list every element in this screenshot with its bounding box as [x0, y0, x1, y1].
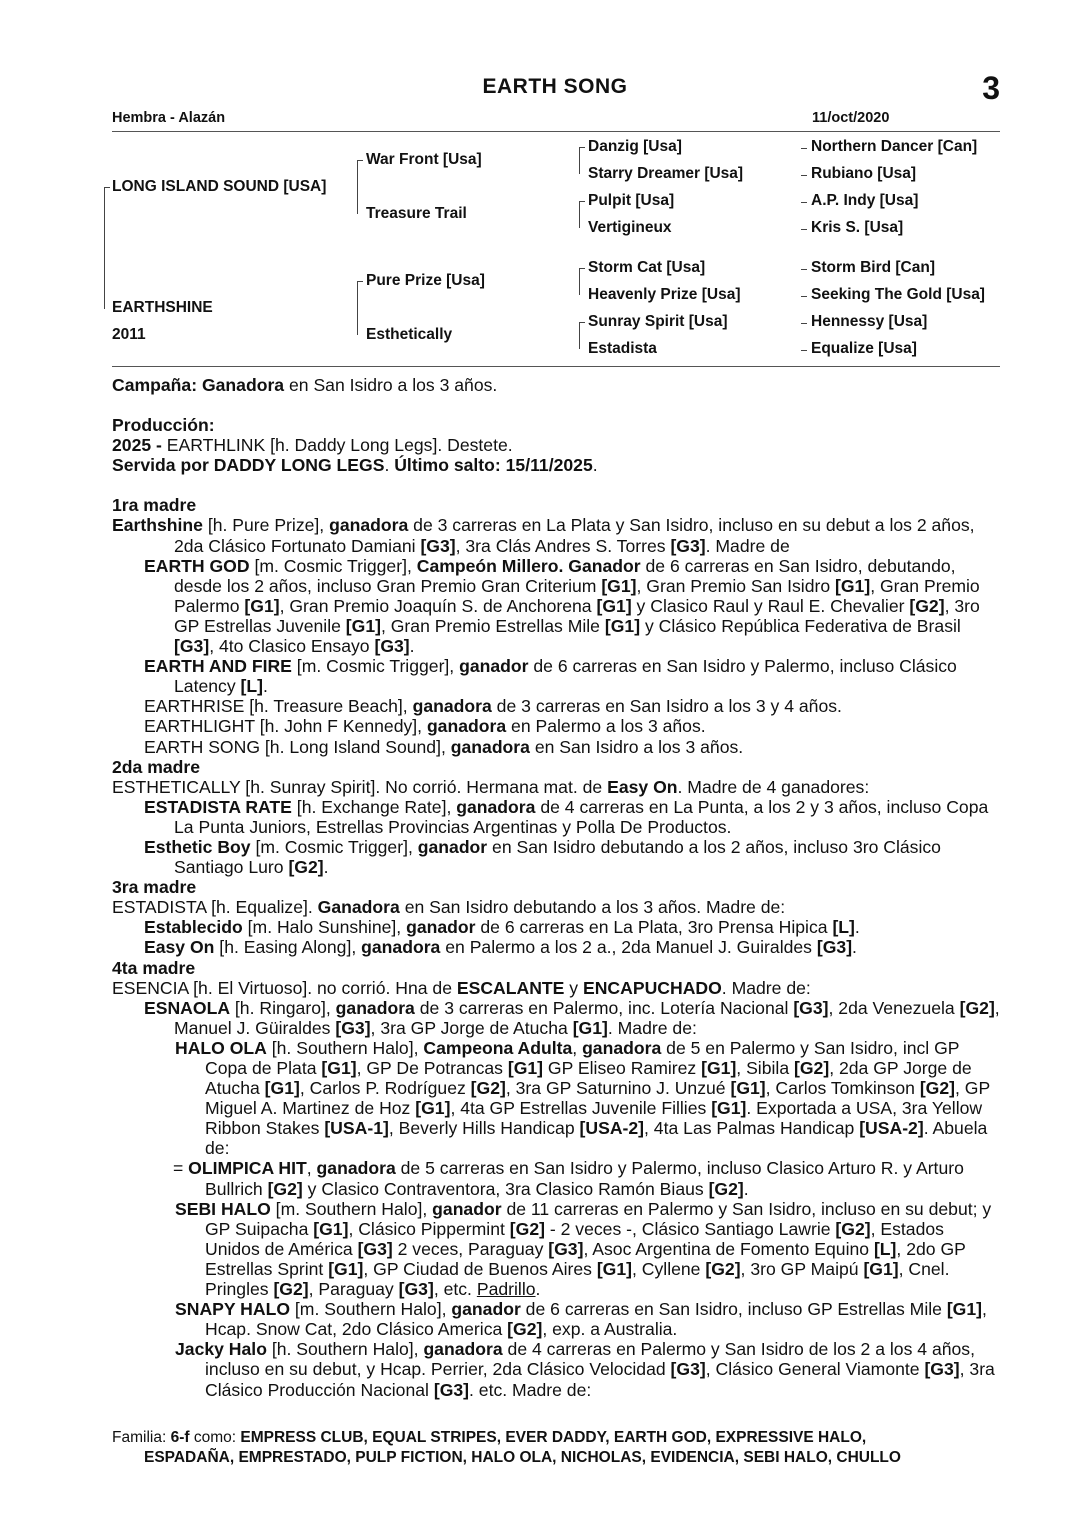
text-run: [G1] [572, 1017, 608, 1038]
pedigree-gen4-4: Kris S. [Usa] [811, 219, 904, 236]
text-run: EARTH SONG [h. Long Island Sound], [144, 736, 451, 757]
text-run: [G2] [705, 1258, 741, 1279]
first-dam-entry [112, 515, 1002, 555]
pedigree-gen2-4: Esthetically [366, 326, 453, 343]
text-run: [G3] [433, 1379, 470, 1400]
text-run: [G2] [909, 595, 945, 616]
text-run: [G3] [335, 1017, 371, 1038]
text-run: SEBI HALO [175, 1198, 271, 1219]
text-run: [m. Southern Halo], [290, 1299, 452, 1320]
text-run: [G2] [509, 1218, 545, 1239]
bracket-tick [579, 268, 585, 269]
text-run: , Carlos Tomkinson [765, 1078, 920, 1099]
text-run: ganadora [412, 696, 492, 717]
text-run: [G1] [328, 1258, 364, 1279]
grand-offspring-entry [112, 1038, 1002, 1159]
text-run: GP Eliseo Ramirez [543, 1058, 702, 1078]
text-run: [G1] [604, 615, 641, 636]
text-run: [m. Cosmic Trigger], [291, 656, 460, 677]
text-run: [G1] [264, 1078, 300, 1099]
text-run: ESCALANTE [456, 977, 565, 998]
spacer [112, 475, 1002, 495]
text-run: de 3 carreras en Palermo, inc. Lotería Nacional [414, 997, 794, 1018]
served-sep: . [384, 455, 395, 476]
text-run: [G2] [273, 1279, 309, 1300]
pedigree-gen4-2: Rubiano [Usa] [811, 165, 917, 182]
text-run: [G2] [708, 1178, 744, 1199]
text-run: . Exportada a USA, 3ra Yellow Ribbon Stakes [205, 1098, 983, 1139]
family-names-2: ESPADAÑA, EMPRESTADO, PULP FICTION, HALO OLA, NICHOLAS, EVIDENCIA, SEBI HALO, CHULLO [144, 1449, 901, 1466]
text-run: . etc. Madre de: [469, 1379, 592, 1400]
text-run: . Madre de 4 ganadores: [677, 776, 870, 797]
text-run: [G1] [730, 1078, 766, 1099]
text-run: [G2] [959, 997, 995, 1018]
text-run: , Beverly Hills Handicap [388, 1118, 580, 1139]
text-run: de 4 carreras en La Punta, a los 2 y 3 años, incluso Copa La Punta Juniors, Estrellas Provincias Argentinas y Polla De Productos. [174, 796, 989, 837]
text-run: [G1] [596, 595, 632, 616]
served-end: . [592, 455, 598, 476]
text-run: , Paraguay [308, 1279, 399, 1300]
text-run: ganador [406, 917, 476, 938]
text-run: [G1] [415, 1098, 451, 1119]
offspring-entry [112, 917, 1002, 937]
text-run: [G3] [548, 1238, 584, 1259]
production-year: 2025 - [112, 435, 162, 456]
text-run: ganadora [361, 937, 441, 958]
text-run: , 3ra Clásico Producción Nacional [205, 1359, 995, 1400]
text-run: [G1] [321, 1058, 357, 1078]
bracket-gen2-bottom [357, 281, 358, 335]
pedigree-gen4-7: Hennessy [Usa] [811, 313, 928, 330]
text-run: , exp. a Australia. [542, 1319, 678, 1340]
text-run: Earthshine [112, 515, 203, 536]
text-run: Padrillo [476, 1279, 536, 1300]
served-line [112, 455, 1002, 475]
text-run: ESTHETICALLY [h. Sunray Spirit]. No corrió. Hermana mat. de [112, 776, 608, 797]
text-run: , 3ra GP Saturnino J. Unzué [505, 1078, 731, 1099]
text-run: y Clasico Contraventora, 3ra Clasico Ramón Biaus [302, 1178, 709, 1199]
text-run: en San Isidro debutando a los 2 años, incluso 3ro Clásico Santiago Luro [174, 836, 941, 878]
text-run: de 5 en Palermo y San Isidro, incl GP Copa de Plata [205, 1037, 960, 1078]
text-run: . Abuela de: [205, 1118, 988, 1159]
text-run: , Carlos P. Rodríguez [299, 1078, 471, 1099]
text-run: , 3ro GP Estrellas Juvenile [174, 595, 980, 636]
text-run: Esthetic Boy [144, 836, 251, 857]
text-run: EARTHLIGHT [h. John F Kennedy], [144, 716, 427, 737]
text-run: [L] [873, 1238, 897, 1259]
pedigree-gen3-5: Storm Cat [Usa] [588, 259, 706, 276]
text-run: [h. Exchange Rate], [291, 796, 457, 817]
dash [801, 175, 807, 176]
text-run: , 3ro GP Maipú [740, 1258, 864, 1279]
offspring-entry [112, 937, 1002, 957]
text-run: , Sibila [736, 1058, 794, 1078]
text-run: de 5 carreras en San Isidro y Palermo, incluso Clasico Arturo R. y Arturo Bullrich [205, 1158, 964, 1199]
text-run: EARTH AND FIRE [144, 656, 292, 677]
text-run: [m. Cosmic Trigger], [250, 836, 418, 857]
text-run: ganadora [450, 736, 530, 757]
text-run: EARTH GOD [144, 555, 250, 576]
text-run: [G3] [420, 535, 456, 556]
text-run: , GP Miguel A. Martinez de Hoz [205, 1078, 990, 1119]
text-run: . Madre de: [721, 977, 811, 998]
text-run: [USA-1] [324, 1118, 389, 1139]
text-run: . [323, 857, 329, 878]
campaign-result: Ganadora [201, 375, 285, 395]
text-run: [G1] [946, 1299, 983, 1320]
pedigree-gen3-8: Estadista [588, 340, 657, 357]
pedigree-gen3-2: Starry Dreamer [Usa] [588, 165, 744, 182]
text-run: [m. Halo Sunshine], [242, 917, 407, 938]
text-run: , GP Ciudad de Buenos Aires [363, 1258, 597, 1279]
text-run: , Gran Premio Joaquín S. de Anchorena [279, 595, 597, 616]
text-run: [G3] [793, 997, 829, 1018]
pedigree-gen3-1: Danzig [Usa] [588, 138, 682, 155]
text-run: [G2] [794, 1058, 830, 1078]
text-run: , 2do GP Estrellas Sprint [205, 1238, 966, 1279]
text-run: Easy On [144, 937, 215, 958]
bracket-tick [579, 201, 585, 202]
text-run: , GP De Potrancas [356, 1058, 508, 1078]
text-run: ganador [459, 656, 529, 677]
text-run: [G1] [345, 615, 381, 636]
pedigree-gen3-7: Sunray Spirit [Usa] [588, 313, 728, 330]
spacer [112, 395, 1002, 415]
text-run: , Asoc Argentina de Fomento Equino [583, 1238, 874, 1259]
pedigree-gen4-8: Equalize [Usa] [811, 340, 917, 357]
text-run: ganador [432, 1198, 502, 1219]
fourth-dam-entry [112, 978, 1002, 998]
text-run: [m. Southern Halo], [270, 1198, 433, 1219]
dash [801, 323, 807, 324]
text-run: ganadora [582, 1037, 662, 1058]
dash [801, 148, 807, 149]
text-run: [G2] [470, 1078, 506, 1099]
text-run: , Gran Premio San Isidro [636, 575, 836, 596]
text-run: [G1] [835, 575, 871, 596]
bracket-tick [357, 281, 363, 282]
text-run: [G3] [670, 1359, 706, 1380]
text-run: . [535, 1279, 541, 1300]
text-run: , Hcap. Snow Cat, 2do Clásico America [205, 1299, 987, 1340]
bracket-tick [104, 187, 110, 188]
text-run: [L] [240, 676, 263, 697]
text-run: , [306, 1158, 317, 1179]
family-label: Familia: [112, 1429, 171, 1446]
text-run: . [262, 676, 268, 697]
text-run: ganadora [423, 1339, 503, 1360]
family-como: como: [189, 1429, 241, 1446]
text-run: en Palermo a los 2 a., 2da Manuel J. Guiraldes [440, 937, 817, 958]
text-run: [USA-2] [579, 1118, 645, 1139]
pedigree-gen2-2: Treasure Trail [366, 205, 467, 222]
text-run: , Manuel J. Güiraldes [174, 997, 1000, 1038]
text-run: [m. Cosmic Trigger], [249, 555, 417, 576]
text-run: ESENCIA [h. El Virtuoso]. no corrió. Hna de [112, 977, 457, 998]
text-run: ganadora [316, 1158, 396, 1179]
offspring-entry [112, 837, 1002, 877]
text-run: ganadora [426, 716, 507, 737]
text-run: [G1] [701, 1058, 737, 1078]
text-run: [G1] [601, 575, 637, 596]
family-code: 6-f [170, 1429, 190, 1446]
text-run: [G1] [596, 1258, 633, 1279]
text-run: [G3] [174, 636, 210, 657]
text-run: , Estados Unidos de América [205, 1218, 944, 1259]
grand-offspring-entry [112, 1299, 1002, 1339]
pedigree-gen4-3: A.P. Indy [Usa] [811, 192, 919, 209]
text-run: . [409, 636, 415, 657]
birth-date: 11/oct/2020 [812, 110, 890, 126]
pedigree-sire: LONG ISLAND SOUND [USA] [112, 178, 327, 195]
text-run: OLIMPICA HIT [188, 1158, 307, 1179]
text-run: Easy On [607, 776, 678, 797]
header-rule [112, 131, 1000, 132]
text-run: , Cyllene [632, 1258, 706, 1279]
text-run: en San Isidro a los 3 años. [529, 736, 744, 757]
offspring-entry [112, 716, 1002, 736]
fourth-dam-heading: 4ta madre [112, 957, 196, 978]
text-run: , Clásico Pippermint [348, 1218, 510, 1239]
text-run: , 4ta GP Estrellas Juvenile Fillies [450, 1098, 712, 1119]
text-run: SNAPY HALO [175, 1299, 291, 1320]
text-run: y Clásico República Federativa de Brasil [640, 615, 961, 636]
text-run: [G1] [313, 1218, 349, 1239]
text-run: [G2] [288, 857, 324, 878]
family-line-2 [112, 1448, 1002, 1468]
production-line [112, 435, 1002, 455]
third-dam-entry [112, 897, 1002, 917]
text-run: , Gran Premio Estrellas Mile [380, 615, 605, 636]
text-run: de 6 carreras en San Isidro y Palermo, incluso Clásico Latency [174, 656, 957, 697]
pedigree-gen2-1: War Front [Usa] [366, 151, 482, 168]
text-run: [G3] [816, 937, 853, 958]
text-run: [G2] [919, 1078, 956, 1099]
offspring-entry [112, 998, 1002, 1038]
text-run: Ganadora [317, 897, 400, 918]
text-run: en San Isidro debutando a los 3 años. Madre de: [399, 897, 786, 918]
pedigree-rule [112, 366, 1000, 367]
dash [801, 229, 807, 230]
text-run: de 3 carreras en La Plata y San Isidro, incluso en su debut a los 2 años, 2da Clásico Fortunato Damiani [174, 515, 975, 556]
horse-name-title: EARTH SONG [482, 75, 628, 98]
offspring-entry [112, 797, 1002, 837]
text-run: ganador [417, 836, 488, 857]
grand-offspring-entry [112, 1339, 1002, 1399]
great-grand-offspring-entry [112, 1158, 1002, 1198]
text-run: ESNAOLA [144, 997, 231, 1018]
text-run: [G1] [507, 1058, 544, 1078]
lot-number: 3 [982, 70, 1000, 106]
dash [801, 202, 807, 203]
bracket-tick [357, 160, 363, 161]
last-jump: Último salto: 15/11/2025 [394, 455, 593, 476]
text-run: [h. Pure Prize], [202, 515, 330, 536]
bracket-gen3 [579, 201, 580, 228]
dash [801, 296, 807, 297]
text-run: ESTADISTA RATE [144, 796, 292, 817]
production-foal: EARTHLINK [h. Daddy Long Legs]. Destete. [161, 435, 513, 456]
text-run: [G1] [244, 595, 280, 616]
text-run: ganadora [329, 515, 409, 536]
dash [801, 269, 807, 270]
bracket-tick [579, 147, 585, 148]
text-run: [G2] [507, 1319, 543, 1340]
pedigree-gen4-5: Storm Bird [Can] [811, 259, 935, 276]
text-run: [USA-2] [859, 1118, 924, 1139]
dash [801, 350, 807, 351]
text-run: y [564, 977, 583, 998]
text-run: , 3ra Clás Andres S. Torres [455, 535, 671, 556]
text-run: [h. Easing Along], [214, 937, 362, 958]
text-run: en Palermo a los 3 años. [506, 716, 706, 737]
offspring-entry [112, 556, 1002, 656]
text-run: de 3 carreras en San Isidro a los 3 y 4 años. [491, 696, 842, 717]
text-run: , 4to Clasico Ensayo [209, 636, 375, 657]
text-run: . [743, 1178, 749, 1199]
first-dam-heading: 1ra madre [112, 495, 197, 516]
production-heading: Producción: [112, 415, 215, 436]
text-run: , Clásico General Viamonte [705, 1359, 925, 1380]
text-run: , 3ra GP Jorge de Atucha [370, 1017, 573, 1038]
bracket-gen3 [579, 147, 580, 174]
bracket-gen1 [104, 187, 105, 309]
text-run: ganadora [335, 997, 415, 1018]
text-run: EARTHRISE [h. Treasure Beach], [144, 696, 413, 717]
pedigree-dam: EARTHSHINE [112, 299, 213, 316]
text-run: . [852, 937, 857, 958]
text-run: , etc. [433, 1279, 477, 1300]
text-run: [h. Southern Halo], [266, 1037, 424, 1058]
text-run: - 2 veces -, Clásico Santiago Lawrie [544, 1218, 836, 1239]
pedigree-gen3-6: Heavenly Prize [Usa] [588, 286, 741, 303]
pedigree-gen3-4: Vertigineux [588, 219, 672, 236]
text-run: , [572, 1037, 583, 1058]
text-run: de 4 carreras en Palermo y San Isidro de los 2 a los 4 años, incluso en su debut, y Hcap. Perrier, 2da Clásico Velocidad [205, 1339, 975, 1380]
grand-offspring-entry [112, 1199, 1002, 1299]
text-run: [h. Southern Halo], [266, 1339, 424, 1360]
text-run: [G3] [374, 636, 410, 657]
text-run: = [173, 1158, 189, 1179]
campaign-label: Campaña: [112, 375, 198, 395]
offspring-entry [112, 737, 1002, 757]
text-run: , 2da GP Jorge de Atucha [205, 1058, 972, 1099]
text-run: ENCAPUCHADO [582, 977, 722, 998]
text-run: [G3] [924, 1359, 960, 1380]
text-run: [G1] [863, 1258, 899, 1279]
family-footer [112, 1428, 1002, 1468]
second-dam-heading: 2da madre [112, 756, 201, 777]
text-run: [G3] [670, 535, 706, 556]
text-run: y Clasico Raul y Raul E. Chevalier [631, 595, 910, 616]
text-run: [L] [832, 917, 855, 938]
text-run: , 4ta Las Palmas Handicap [644, 1118, 860, 1139]
text-run: de 6 carreras en San Isidro, debutando, desde los 2 años, incluso Gran Premio Gran Criterium [174, 555, 956, 596]
bracket-gen2-top [357, 160, 358, 214]
text-run: HALO OLA [175, 1037, 267, 1058]
text-run: de 11 carreras en Palermo y San Isidro, incluso en su debut; y GP Suipacha [205, 1198, 992, 1239]
offspring-entry [112, 656, 1002, 696]
pedigree-gen3-3: Pulpit [Usa] [588, 192, 675, 209]
text-run: , 2da Venezuela [828, 997, 960, 1018]
text-run: ganadora [456, 796, 536, 817]
family-line-1 [112, 1428, 1002, 1448]
bracket-tick [579, 322, 585, 323]
catalog-body [112, 375, 1002, 1400]
text-run: [G2] [835, 1218, 871, 1239]
text-run: [G1] [711, 1098, 747, 1119]
offspring-entry [112, 696, 1002, 716]
text-run: , Gran Premio Palermo [174, 575, 980, 616]
text-run: de 6 carreras en La Plata, 3ro Prensa Hipica [475, 917, 833, 938]
bracket-gen3 [579, 268, 580, 295]
text-run: Campeona Adulta [423, 1037, 573, 1058]
text-run: [G3] [357, 1238, 393, 1259]
bracket-gen3 [579, 322, 580, 349]
text-run: ESTADISTA [h. Equalize]. [112, 897, 318, 918]
text-run: Jacky Halo [175, 1339, 267, 1360]
pedigree-gen4-6: Seeking The Gold [Usa] [811, 286, 985, 303]
pedigree-gen4-1: Northern Dancer [Can] [811, 138, 978, 155]
served-by: Servida por DADDY LONG LEGS [112, 455, 385, 476]
campaign-text: en San Isidro a los 3 años. [284, 375, 498, 395]
pedigree-gen2-3: Pure Prize [Usa] [366, 272, 485, 289]
text-run: Establecido [144, 917, 243, 938]
text-run: ganador [451, 1299, 521, 1320]
text-run: . Madre de [705, 535, 790, 556]
second-dam-entry [112, 777, 1002, 797]
text-run: Campeón Millero. Ganador [416, 555, 641, 576]
campaign-line [112, 375, 1002, 395]
text-run: . Madre de: [607, 1017, 697, 1038]
sex-color: Hembra - Alazán [112, 110, 226, 126]
text-run: [h. Ringaro], [230, 997, 336, 1018]
text-run: de 6 carreras en San Isidro, incluso GP Estrellas Mile [520, 1299, 947, 1320]
third-dam-heading: 3ra madre [112, 877, 197, 898]
text-run: [G3] [398, 1279, 434, 1300]
text-run: , Cnel. Pringles [205, 1258, 950, 1300]
pedigree-dam-year: 2011 [112, 326, 146, 343]
family-names-1: EMPRESS CLUB, EQUAL STRIPES, EVER DADDY, EARTH GOD, EXPRESSIVE HALO, [240, 1429, 867, 1446]
text-run: . [854, 917, 860, 938]
text-run: [G2] [267, 1178, 303, 1199]
text-run: 2 veces, Paraguay [392, 1238, 549, 1259]
